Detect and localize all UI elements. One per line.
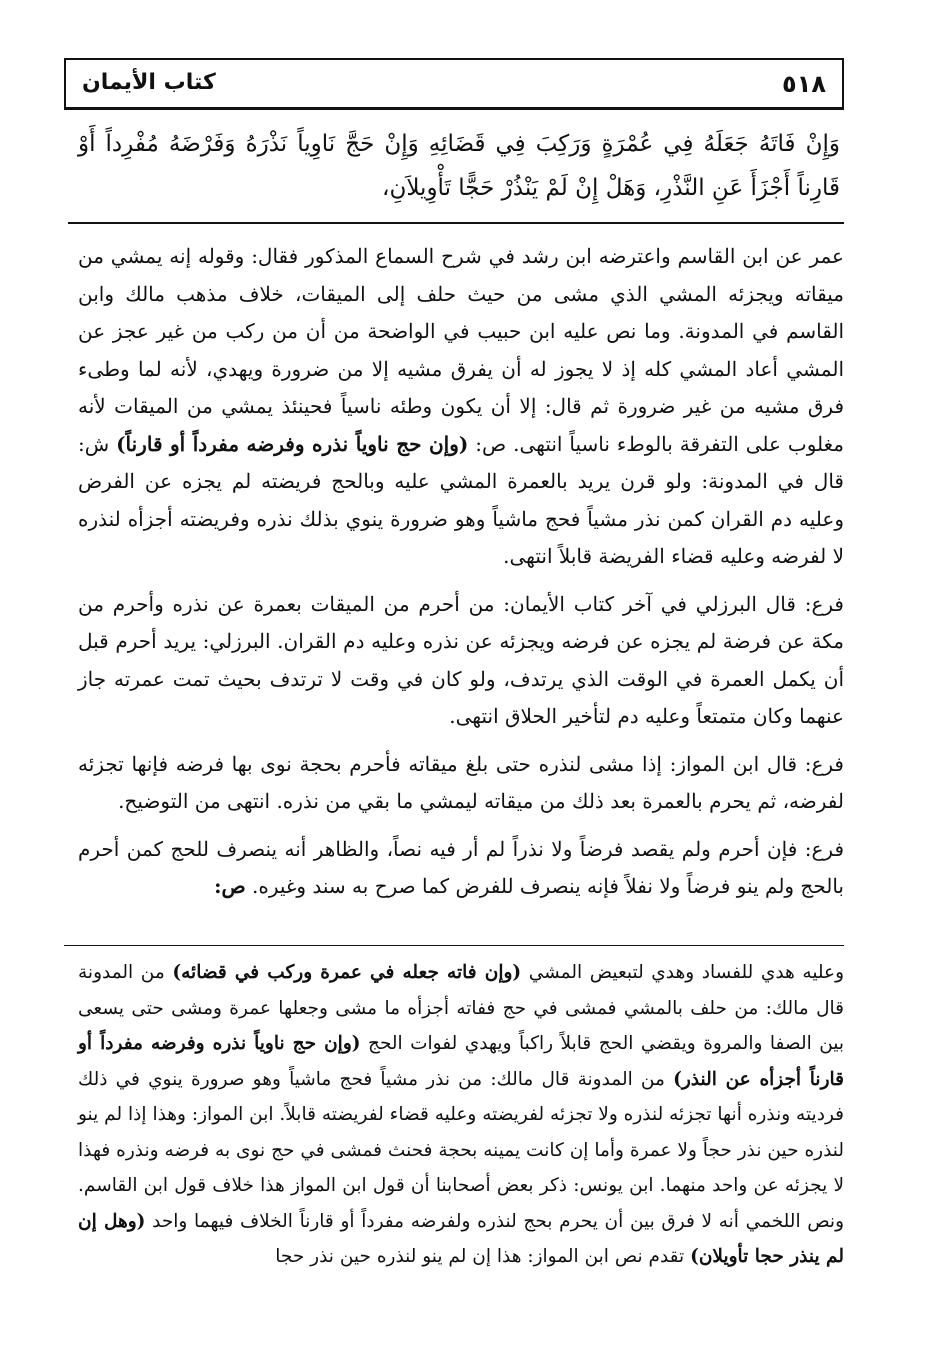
far-paragraph-ihram [78, 831, 844, 906]
quoted-matn: (وإن حج ناوياً نذره وفرضه مفرداً أو قارناً أجزأه عن النذر) [78, 1033, 844, 1090]
main-text: وَإِنْ فَاتَهُ جَعَلَهُ فِي عُمْرَةٍ وَرَكِبَ فِي قَضَائِهِ وَإِنْ حَجَّ نَاوِياً نَذْرَهُ وَفَرْضَهُ مُفْرِداً أَوْ قَارِناً أَجْزَأَ عَنِ النَّذْرِ، وَهَلْ إِنْ لَمْ يَنْذُرْ حَجًّا تَأْوِيلاَنِ، [78, 131, 840, 201]
far-paragraph-ibn-mawwaz: فرع: قال ابن المواز: إذا مشى لنذره حتى بلغ ميقاته فأحرم بحجة نوى بها فرضه فإنها تجزئه لفرضه، ثم يحرم بالعمرة بعد ذلك من ميقاته ليمشي ما بقي من نذره. انتهى من التوضيح. [78, 751, 844, 813]
commentary-text: فرع: فإن أحرم ولم يقصد فرضاً ولا نذراً لم أر فيه نصاً، والظاهر أنه ينصرف للحج كمن أحرم بالحج ولم ينو فرضاً ولا نفلاً فإنه ينصرف للفرض كما صرح به سند وغيره. [78, 836, 844, 898]
sad-marker: ص: [214, 874, 246, 898]
footer-text: من المدونة قال مالك: من حلف بالمشي فمشى في حج ففاته أجزأه ما مشى وجعلها عمرة ومشى حتى يسعى بين الصفا والمروة ويقضي الحج قابلاً راكباً ويهدي لفوات الحج [78, 962, 845, 1054]
footer-divider [64, 945, 844, 946]
commentary [78, 238, 844, 916]
quoted-matn: (وهل إن لم ينذر حجا تأويلان) [78, 1210, 844, 1267]
commentary-text: عمر عن ابن القاسم واعترضه ابن رشد في شرح السماع المذكور فقال: وقوله إنه يمشي من ميقاته ويجزئه المشي الذي مشى من حيث حلف إلى الميقات، خلاف مذهب مالك وابن القاسم في المدونة. وما نص عليه ابن حبيب في الواضحة من أن من ركب من غير عجز عن المشي أعاد المشي كله إذ لا يجوز له أن يفرق مشيه إلا من ضرورة ويهدي، لأنه لما وطىء فرق مشيه من غير ضرورة ثم قال: إلا أن يكون وطئه ناسياً فحينئذ يمشي من الميقات لأنه مغلوب على التفرقة بالوطء ناسياً انتهى. ص: [78, 244, 845, 456]
quoted-matn: (وإن حج ناوياً نذره وفرضه مفرداً أو قارناً) [116, 431, 469, 456]
footer-text: من المدونة قال مالك: من نذر مشياً فحج ماشياً وهو صرورة ينوي في ذلك فرديته ونذره أنها تجزئه لنذره ولا تجزئه لفريضته وعليه قضاء لفريضته قابلاً. ابن المواز: وهذا إذا لم ينو لنذره حين نذر حجاً ولا عمرة وأما إن كانت يمينه بحجة فحنث فمشى في حج نوى به فرضه ونذره فهذا لا يجزئه عن واحد منهما. ابن يونس: ذكر بعض أصحابنا أن قول ابن المواز هذا خلاف قول ابن القاسم. ونص اللخمي أنه لا فرق بين أن يحرم بحج لنذره ولفرضه مفرداً أو قارناً الخلاف فيهما واحد [78, 1068, 845, 1232]
quoted-matn: (وإن فاته جعله في عمرة وركب في قضائه) [172, 962, 522, 983]
footer-text: وعليه هدي للفساد وهدي لتبعيض المشي [528, 962, 844, 983]
footer-commentary [78, 955, 844, 1275]
main-text-divider [68, 222, 844, 224]
footer-text: تقدم نص ابن المواز: هذا إن لم ينو لنذره حين نذر حجا [275, 1246, 685, 1267]
commentary-text: ش: قال في المدونة: ولو قرن يريد بالعمرة المشي عليه وبالحج فريضته لم يجزه عن الفرض وعليه دم القران كمن نذر مشياً فحج ماشياً وهو ضرورة ينوي بذلك نذره وفريضته أجزأه لنذره لا لفرضه وعليه قضاء الفريضة قابلاً انتهى. [78, 431, 844, 568]
far-paragraph-barzali: فرع: قال البرزلي في آخر كتاب الأيمان: من أحرم من الميقات بعمرة عن نذره وأحرم من مكة عن فرضة لم يجزه عن فرضه ويجزئه عن نذره وعليه دم القران. البرزلي: يريد أحرم قبل أن يكمل العمرة في الوقت الذي يرتدف، ولو كان في وقت لا ترتدف بحيث تمت عمرته جاز عنهما وكان متمتعاً وعليه دم لتأخير الحلاق انتهى. [78, 591, 844, 728]
page-number: ٥١٨ [782, 70, 826, 98]
page-header [64, 58, 844, 110]
commentary-paragraph [78, 238, 844, 576]
book-title: كتاب الأيمان [82, 70, 216, 95]
